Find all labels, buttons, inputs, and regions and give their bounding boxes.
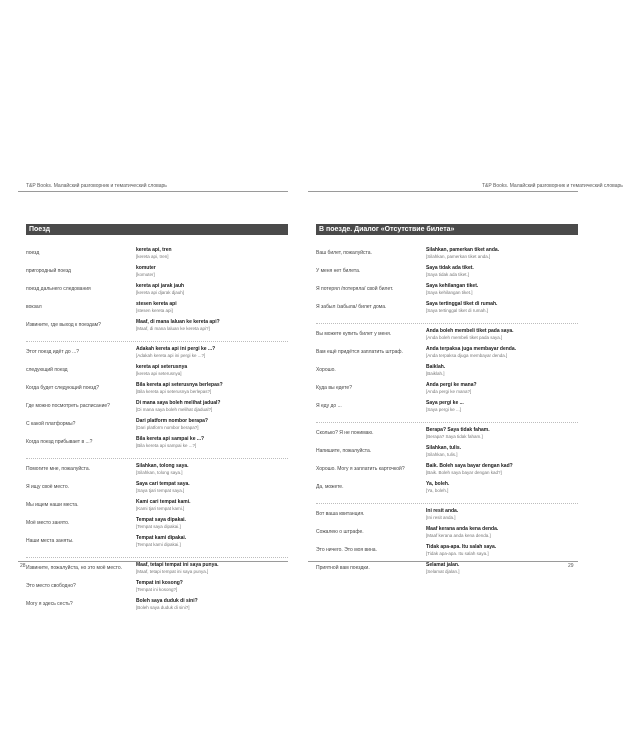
phrase-entry xyxy=(316,364,578,382)
phrase-entry xyxy=(316,301,578,319)
russian-phrase: поезд xyxy=(26,250,40,256)
transcription: [Tidak apa-apa. Itu salah saya.] xyxy=(426,550,489,556)
russian-phrase: Этот поезд идёт до ...? xyxy=(26,349,80,355)
phrase-entry xyxy=(26,418,288,436)
phrase-entry xyxy=(26,346,288,364)
footer-rule xyxy=(308,561,578,562)
russian-phrase: Извините, пожалуйста, но это моё место. xyxy=(26,565,123,571)
transcription: [Tempat kami dipakai.] xyxy=(136,541,181,547)
malay-phrase: Saya tertinggal tiket di rumah. xyxy=(426,301,498,307)
russian-phrase: Ваш билет, пожалуйста. xyxy=(316,250,372,256)
malay-phrase: stesen kereta api xyxy=(136,301,177,307)
phrase-entry xyxy=(26,481,288,499)
russian-phrase: Помогите мне, пожалуйста. xyxy=(26,466,91,472)
transcription: [Maaf kerana anda kena denda.] xyxy=(426,532,491,538)
malay-phrase: Tidak apa-apa. Itu salah saya. xyxy=(426,544,497,550)
transcription: [Maaf, tetapi tempat ini saya punya.] xyxy=(136,568,209,574)
malay-phrase: Tempat kami dipakai. xyxy=(136,535,187,541)
phrase-entry xyxy=(26,598,288,616)
phrase-entry xyxy=(316,427,578,445)
malay-phrase: Maaf, tetapi tempat ini saya punya. xyxy=(136,562,219,568)
russian-phrase: Я еду до ... xyxy=(316,403,342,409)
phrase-entry xyxy=(316,445,578,463)
page-number: 29 xyxy=(568,563,574,569)
transcription: [Baiklah.] xyxy=(426,370,445,376)
russian-phrase: Сожалею о штрафе. xyxy=(316,529,364,535)
malay-phrase: Silahkan, pamerkan tiket anda. xyxy=(426,247,500,253)
russian-phrase: Сколько? Я не понимаю. xyxy=(316,430,374,436)
phrase-list xyxy=(316,247,578,580)
russian-phrase: вокзал xyxy=(26,304,42,310)
phrase-entry xyxy=(316,283,578,301)
malay-phrase: Saya kehilangan tiket. xyxy=(426,283,479,289)
header-rule xyxy=(18,191,288,192)
malay-phrase: Boleh saya duduk di sini? xyxy=(136,598,198,604)
transcription: [Maaf, di mana laluan ke kereta api?] xyxy=(136,325,210,331)
malay-phrase: Bila kereta api sampai ke ...? xyxy=(136,436,205,442)
malay-phrase: Kami cari tempat kami. xyxy=(136,499,191,505)
phrase-entry xyxy=(316,526,578,544)
russian-phrase: Да, можете. xyxy=(316,484,344,490)
phrase-entry xyxy=(316,508,578,526)
russian-phrase: У меня нет билета. xyxy=(316,268,361,274)
malay-phrase: Saya pergi ke ... xyxy=(426,400,464,406)
phrase-entry xyxy=(26,535,288,553)
transcription: [Tempat saya dipakai.] xyxy=(136,523,181,529)
transcription: [Baik. Boleh saya bayar dengan kad?] xyxy=(426,469,502,475)
russian-phrase: Извините, где выход к поездам? xyxy=(26,322,101,328)
transcription: [kereta api seterusnya] xyxy=(136,370,182,376)
malay-phrase: Saya tidak ada tiket. xyxy=(426,265,474,271)
phrase-entry xyxy=(316,400,578,418)
phrase-entry xyxy=(26,283,288,301)
transcription: [Dari platform nombor berapa?] xyxy=(136,424,199,430)
phrase-entry xyxy=(316,562,578,580)
malay-phrase: Bila kereta api seterusnya berlepas? xyxy=(136,382,223,388)
phrase-entry xyxy=(26,436,288,454)
russian-phrase: Мы ищем наши места. xyxy=(26,502,79,508)
transcription: [Kami tjari tempat kami.] xyxy=(136,505,185,511)
russian-phrase: Где можно посмотреть расписание? xyxy=(26,403,110,409)
transcription: [Anda boleh membeli tiket pada saya.] xyxy=(426,334,503,340)
transcription: [Di mana saya boleh melihat djadual?] xyxy=(136,406,213,412)
phrase-entry xyxy=(316,346,578,364)
phrase-entry xyxy=(26,382,288,400)
phrase-entry xyxy=(26,247,288,265)
malay-phrase: Saya cari tempat saya. xyxy=(136,481,190,487)
right-page xyxy=(308,0,623,750)
malay-phrase: Selamat jalan. xyxy=(426,562,460,568)
transcription: [Silahkan, tulis.] xyxy=(426,451,458,457)
malay-phrase: Berapa? Saya tidak faham. xyxy=(426,427,490,433)
russian-phrase: Хорошо. Могу я заплатить карточкой? xyxy=(316,466,405,472)
malay-phrase: Tempat ini kosong? xyxy=(136,580,183,586)
russian-phrase: Когда будет следующий поезд? xyxy=(26,385,100,391)
transcription: [Anda terpaksa djuga membayar denda.] xyxy=(426,352,508,358)
malay-phrase: Dari platform nombor berapa? xyxy=(136,418,208,424)
phrase-entry xyxy=(316,247,578,265)
transcription: [Bila kereta api sampai ke ...?] xyxy=(136,442,197,448)
russian-phrase: пригородный поезд xyxy=(26,268,71,274)
transcription: [Anda pergi ke mana?] xyxy=(426,388,472,394)
transcription: [Saya tidak ada tiket.] xyxy=(426,271,470,277)
malay-phrase: komuter xyxy=(136,265,156,271)
section-title: В поезде. Диалог «Отсутствие билета» xyxy=(316,224,578,235)
russian-phrase: Напишите, пожалуйста. xyxy=(316,448,372,454)
russian-phrase: Это место свободно? xyxy=(26,583,76,589)
phrase-entry xyxy=(316,328,578,346)
russian-phrase: Вы можете купить билет у меня. xyxy=(316,331,392,337)
phrase-entry xyxy=(26,301,288,319)
malay-phrase: Maaf kerana anda kena denda. xyxy=(426,526,499,532)
phrase-entry xyxy=(316,382,578,400)
header-rule xyxy=(308,191,578,192)
malay-phrase: Ini resit anda. xyxy=(426,508,459,514)
transcription: [Silahkan, pamerkan tiket anda.] xyxy=(426,253,491,259)
transcription: [Berapa? Saya tidak faham.] xyxy=(426,433,483,439)
running-head: T&P Books. Малайский разговорник и тематический словарь xyxy=(482,183,623,189)
phrase-entry xyxy=(26,580,288,598)
malay-phrase: Anda boleh membeli tiket pada saya. xyxy=(426,328,514,334)
transcription: [kereta api djarak djauh] xyxy=(136,289,185,295)
phrase-entry xyxy=(316,265,578,283)
phrase-entry xyxy=(26,400,288,418)
malay-phrase: Ya, boleh. xyxy=(426,481,450,487)
malay-phrase: kereta api seterusnya xyxy=(136,364,188,370)
russian-phrase: Приятной вам поездки. xyxy=(316,565,370,571)
transcription: [komuter] xyxy=(136,271,155,277)
transcription: [Saya tertinggal tiket di rumah.] xyxy=(426,307,489,313)
malay-phrase: Baik. Boleh saya bayar dengan kad? xyxy=(426,463,513,469)
malay-phrase: Maaf, di mana laluan ke kereta api? xyxy=(136,319,220,325)
phrase-entry xyxy=(26,499,288,517)
phrase-entry xyxy=(26,517,288,535)
russian-phrase: Вам ещё придётся заплатить штраф. xyxy=(316,349,403,355)
malay-phrase: Anda terpaksa juga membayar denda. xyxy=(426,346,517,352)
russian-phrase: Вот ваша квитанция. xyxy=(316,511,365,517)
transcription: [Boleh saya duduk di sini?] xyxy=(136,604,190,610)
transcription: [Tempat ini kosong?] xyxy=(136,586,178,592)
page-number: 28 xyxy=(20,563,26,569)
transcription: [Ya, boleh.] xyxy=(426,487,449,493)
malay-phrase: kereta api jarak jauh xyxy=(136,283,185,289)
left-page xyxy=(18,0,298,750)
section-title: Поезд xyxy=(26,224,288,235)
phrase-entry xyxy=(316,544,578,562)
malay-phrase: kereta api, tren xyxy=(136,247,172,253)
transcription: [Saya pergi ke ...] xyxy=(426,406,462,412)
footer-rule xyxy=(18,561,288,562)
transcription: [Bila kereta api seterusnya berlepas?] xyxy=(136,388,212,394)
malay-phrase: Di mana saya boleh melihat jadual? xyxy=(136,400,221,406)
phrase-entry xyxy=(26,463,288,481)
russian-phrase: Когда поезд прибывает в ...? xyxy=(26,439,93,445)
phrase-entry xyxy=(316,463,578,481)
russian-phrase: Я потерял /потеряла/ свой билет. xyxy=(316,286,394,292)
running-head: T&P Books. Малайский разговорник и тематический словарь xyxy=(26,183,167,189)
russian-phrase: Хорошо. xyxy=(316,367,336,373)
phrase-entry xyxy=(26,364,288,382)
transcription: [Selamat djalan.] xyxy=(426,568,460,574)
transcription: [Silahkan, tolong saya.] xyxy=(136,469,183,475)
malay-phrase: Baiklah. xyxy=(426,364,446,370)
russian-phrase: Моё место занято. xyxy=(26,520,70,526)
malay-phrase: Adakah kereta api ini pergi ke ...? xyxy=(136,346,216,352)
russian-phrase: Я забыл /забыла/ билет дома. xyxy=(316,304,387,310)
russian-phrase: следующий поезд xyxy=(26,367,68,373)
phrase-entry xyxy=(26,265,288,283)
transcription: [Saya kehilangan tiket.] xyxy=(426,289,473,295)
phrase-entry xyxy=(26,319,288,337)
russian-phrase: Могу я здесь сесть? xyxy=(26,601,73,607)
phrase-entry xyxy=(316,481,578,499)
russian-phrase: поезд дальнего следования xyxy=(26,286,91,292)
russian-phrase: Наши места заняты. xyxy=(26,538,74,544)
transcription: [kereta api, tren] xyxy=(136,253,169,259)
russian-phrase: Я ищу своё место. xyxy=(26,484,70,490)
transcription: [stesen kereta api] xyxy=(136,307,173,313)
transcription: [Adakah kereta api ini pergi ke ...?] xyxy=(136,352,206,358)
russian-phrase: Это ничего. Это моя вина. xyxy=(316,547,377,553)
russian-phrase: Куда вы едете? xyxy=(316,385,352,391)
transcription: [Ini resit anda.] xyxy=(426,514,456,520)
russian-phrase: С какой платформы? xyxy=(26,421,76,427)
phrase-entry xyxy=(26,562,288,580)
malay-phrase: Anda pergi ke mana? xyxy=(426,382,477,388)
malay-phrase: Silahkan, tolong saya. xyxy=(136,463,189,469)
transcription: [Saya tjari tempat saya.] xyxy=(136,487,185,493)
malay-phrase: Tempat saya dipakai. xyxy=(136,517,186,523)
malay-phrase: Silahkan, tulis. xyxy=(426,445,462,451)
